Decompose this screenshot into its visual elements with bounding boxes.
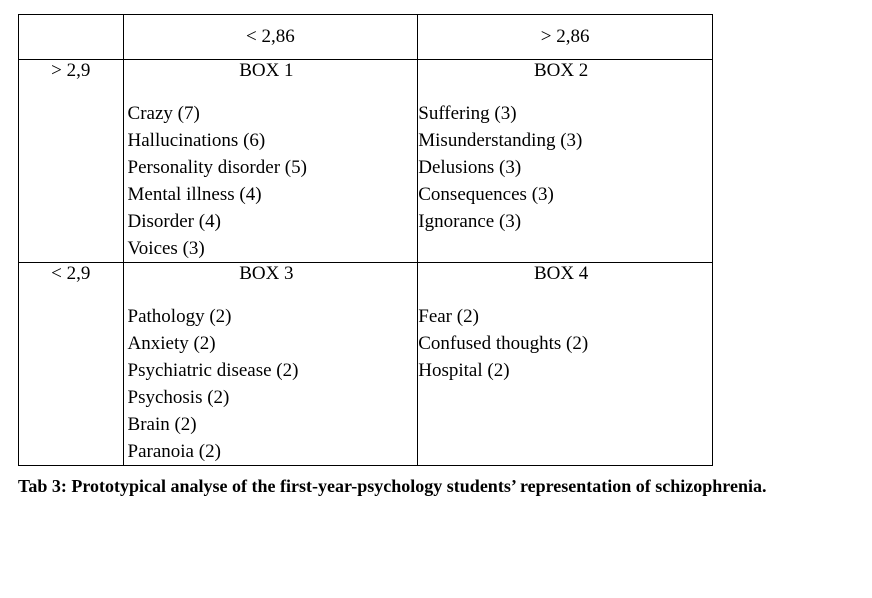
box-1-title: BOX 1 — [239, 60, 294, 81]
list-item: Suffering (3) — [418, 103, 517, 124]
box-2-title: BOX 2 — [533, 60, 589, 81]
table-corner-cell — [19, 15, 124, 60]
box-3-title: BOX 3 — [239, 263, 294, 284]
list-item: Misunderstanding (3) — [418, 130, 583, 151]
list-item: Pathology (2) — [127, 306, 232, 327]
list-item: Paranoia (2) — [127, 441, 221, 462]
list-item: Voices (3) — [127, 238, 205, 259]
list-item: Delusions (3) — [418, 157, 522, 178]
prototypical-analysis-table — [18, 14, 713, 466]
cell-box-3 — [123, 263, 418, 466]
list-item: Confused thoughts (2) — [418, 333, 589, 354]
box-1-item-list — [124, 100, 418, 262]
row-header-low: < 2,9 — [19, 263, 124, 466]
list-item: Psychiatric disease (2) — [127, 360, 299, 381]
table-row — [19, 60, 713, 263]
cell-box-1 — [123, 60, 418, 263]
box-4-title: BOX 4 — [533, 263, 589, 284]
list-item: Brain (2) — [127, 414, 197, 435]
table-header-row — [19, 15, 713, 60]
box-2-item-list — [418, 100, 712, 235]
column-header-low: < 2,86 — [123, 15, 418, 60]
list-item: Consequences (3) — [418, 184, 554, 205]
cell-box-2 — [418, 60, 713, 263]
box-3-item-list — [124, 303, 418, 465]
list-item: Crazy (7) — [127, 103, 200, 124]
list-item: Ignorance (3) — [418, 211, 522, 232]
list-item: Personality disorder (5) — [127, 157, 307, 178]
table-caption: Tab 3: Prototypical analyse of the first-year-psychology students’ representation of schizophrenia. — [18, 476, 767, 496]
box-4-item-list — [418, 303, 712, 384]
row-header-high: > 2,9 — [19, 60, 124, 263]
list-item: Hospital (2) — [418, 360, 510, 381]
list-item: Psychosis (2) — [127, 387, 230, 408]
list-item: Hallucinations (6) — [127, 130, 266, 151]
list-item: Disorder (4) — [127, 211, 221, 232]
list-item: Anxiety (2) — [127, 333, 216, 354]
list-item: Fear (2) — [418, 306, 479, 327]
list-item: Mental illness (4) — [127, 184, 262, 205]
cell-box-4 — [418, 263, 713, 466]
table-row — [19, 263, 713, 466]
column-header-high: > 2,86 — [418, 15, 713, 60]
